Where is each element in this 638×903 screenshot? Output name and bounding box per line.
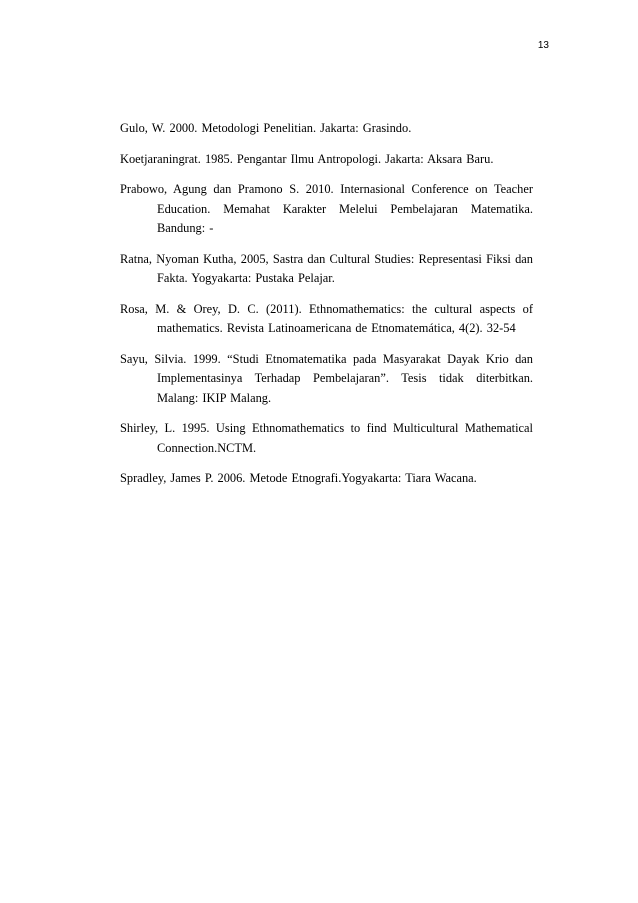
- page-number: 13: [537, 40, 549, 51]
- reference-entry: Spradley, James P. 2006. Metode Etnografi.Yogyakarta: Tiara Wacana.: [120, 471, 477, 485]
- reference-entry: Rosa, M. & Orey, D. C. (2011). Ethnomathematics: the cultural aspects of mathematics. Revista Latinoamericana de Etnomatemática, 4(2). 32-54: [120, 301, 533, 335]
- reference-entry: Prabowo, Agung dan Pramono S. 2010. Internasional Conference on Teacher Education. Memahat Karakter Melelui Pembelajaran Matematika. Bandung: -: [120, 182, 533, 235]
- reference-entry: Gulo, W. 2000. Metodologi Penelitian. Jakarta: Grasindo.: [120, 121, 412, 135]
- reference-entry: Sayu, Silvia. 1999. “Studi Etnomatematika pada Masyarakat Dayak Krio dan Implementasinya Terhadap Pembelajaran”. Tesis tidak diterbitkan. Malang: IKIP Malang.: [120, 351, 533, 405]
- reference-entry: Shirley, L. 1995. Using Ethnomathematics to find Multicultural Mathematical Connection.NCTM.: [120, 421, 533, 455]
- reference-list: [120, 119, 533, 500]
- reference-entry: Koetjaraningrat. 1985. Pengantar Ilmu Antropologi. Jakarta: Aksara Baru.: [120, 151, 494, 166]
- reference-entry: Ratna, Nyoman Kutha, 2005, Sastra dan Cultural Studies: Representasi Fiksi dan Fakta. Yogyakarta: Pustaka Pelajar.: [120, 251, 533, 285]
